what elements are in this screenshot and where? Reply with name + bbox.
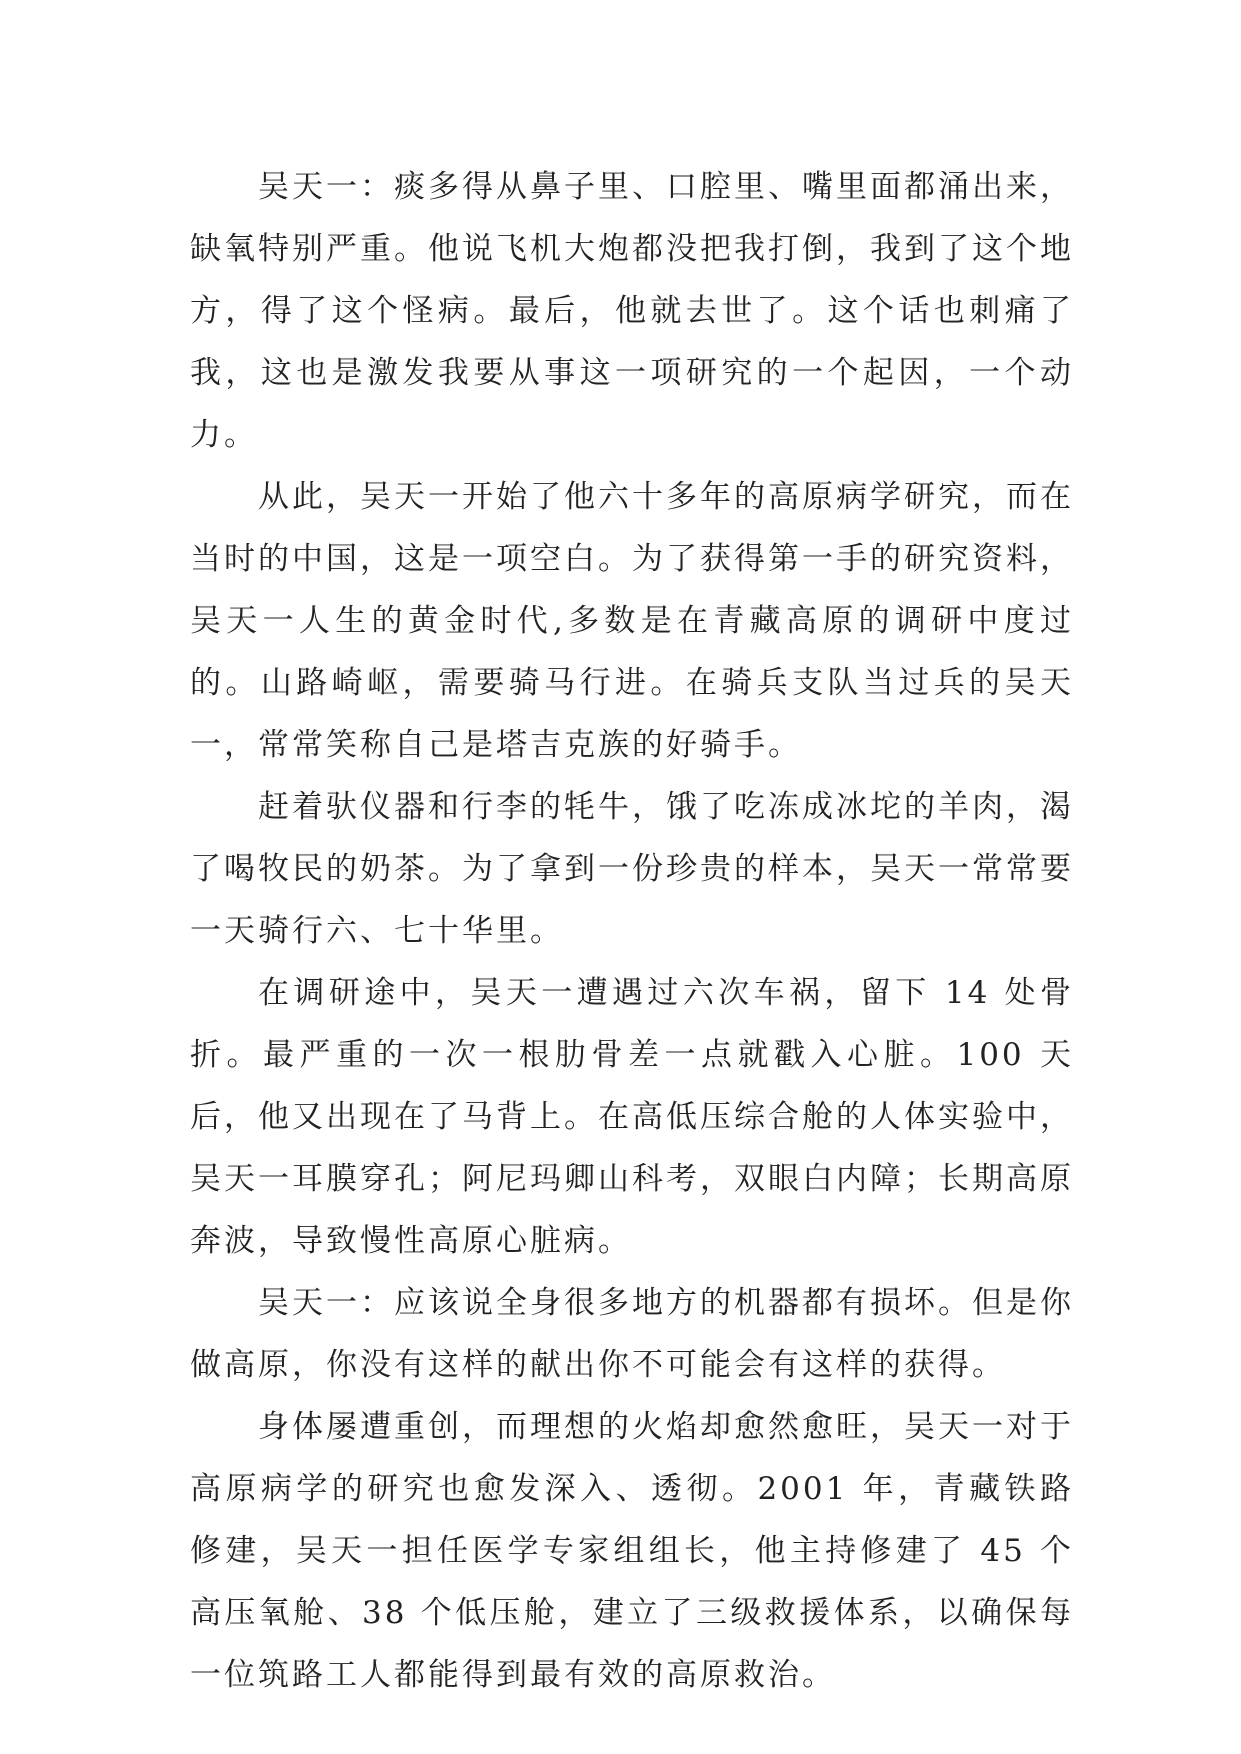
body-text [190, 156, 1074, 1706]
paragraph-1: 吴天一：痰多得从鼻子里、口腔里、嘴里面都涌出来，缺氧特别严重。他说飞机大炮都没把我打倒，我到了这个地方，得了这个怪病。最后，他就去世了。这个话也刺痛了我，这也是激发我要从事这一项研究的一个起因，一个动力。 [190, 169, 1074, 453]
paragraph-4: 在调研途中，吴天一遭遇过六次车祸，留下 14 处骨折。最严重的一次一根肋骨差一点就戳入心脏。100 天后，他又出现在了马背上。在高低压综合舱的人体实验中，吴天一耳膜穿孔；阿尼玛卿山科考，双眼白内障；长期高原奔波，导致慢性高原心脏病。 [190, 975, 1074, 1259]
paragraph-3: 赶着驮仪器和行李的牦牛，饿了吃冻成冰坨的羊肉，渴了喝牧民的奶茶。为了拿到一份珍贵的样本，吴天一常常要一天骑行六、七十华里。 [190, 789, 1074, 949]
paragraph-5: 吴天一：应该说全身很多地方的机器都有损坏。但是你做高原，你没有这样的献出你不可能会有这样的获得。 [190, 1285, 1074, 1383]
paragraph-6: 身体屡遭重创，而理想的火焰却愈然愈旺，吴天一对于高原病学的研究也愈发深入、透彻。2001 年，青藏铁路修建，吴天一担任医学专家组组长，他主持修建了 45 个高压氧舱、38 个低压舱，建立了三级救援体系，以确保每一位筑路工人都能得到最有效的高原救治。 [190, 1409, 1074, 1693]
paragraph-2: 从此，吴天一开始了他六十多年的高原病学研究，而在当时的中国，这是一项空白。为了获得第一手的研究资料，吴天一人生的黄金时代,多数是在青藏高原的调研中度过的。山路崎岖，需要骑马行进。在骑兵支队当过兵的吴天一，常常笑称自己是塔吉克族的好骑手。 [190, 479, 1074, 763]
